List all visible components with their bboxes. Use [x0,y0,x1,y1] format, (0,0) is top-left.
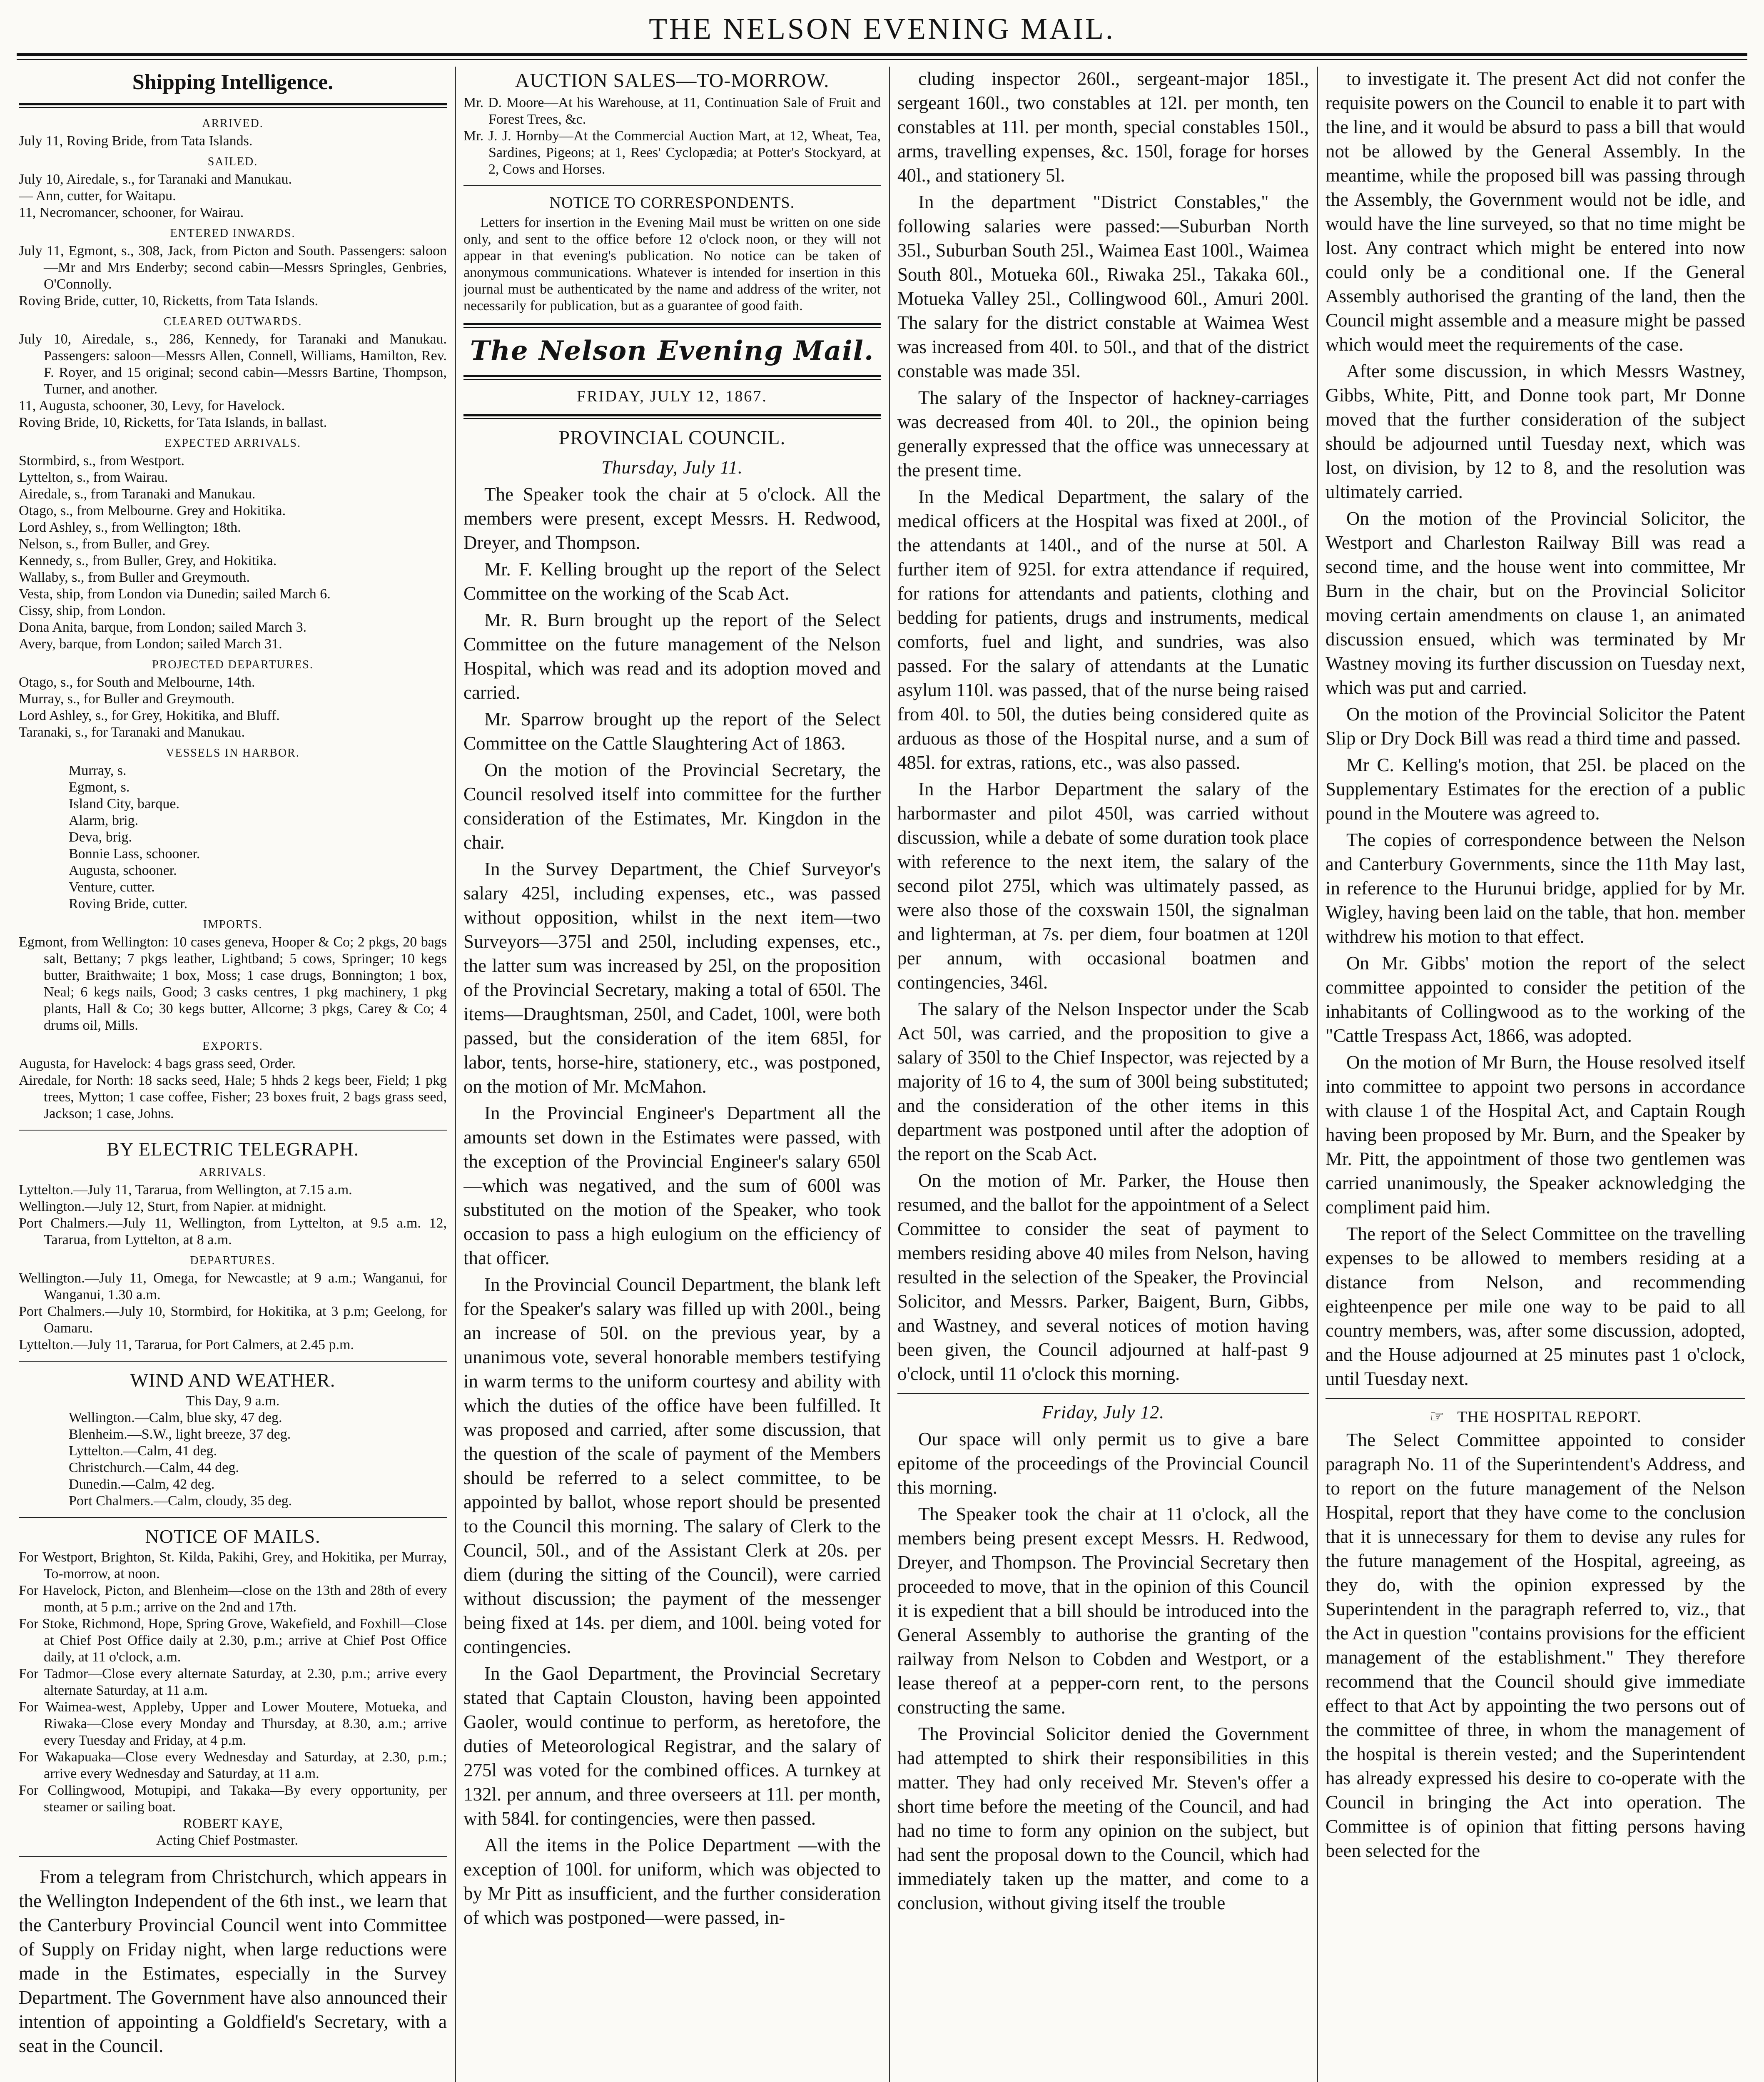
shipping-entry: Murray, s., for Buller and Greymouth. [19,691,235,707]
council-paragraphs-cont [897,67,1309,1386]
article-paragraph: The Speaker took the chair at 11 o'clock, all the members being present except Messrs. H. Redwood, Dreyer, and Thompson. The Provincial Secretary then proceeded to move, that in the opinion of this Council it is expedient that a bill should be introduced into the General Assembly to authorise the granting of the railway from Nelson to Cobden and Westport, or a lease thereof at a pepper-corn rent, to the persons constructing the same. [897,1504,1309,1718]
hospital-paragraphs [1325,1428,1745,1863]
harbour-label: VESSELS IN HARBOR. [166,747,300,760]
rule [463,414,881,416]
imports-label: IMPORTS. [203,918,263,931]
article-paragraph: On the motion of Mr. Parker, the House then resumed, and the ballot for the appointment of a Select Committee to consider the seat of payment to members residing above 40 miles from Nelson, having resulted in the selection of the Speaker, the Provincial Solicitor, and Messrs. Parker, Baigent, Burn, Gibbs, and Wastney, and several notices of motion having been given, the Council adjourned at half-past 9 o'clock, until 11 o'clock this morning. [897,1170,1309,1384]
tele-departures-list [19,1270,447,1353]
telegraph-entry: Wellington.—July 12, Sturt, from Napier. at midnight. [19,1199,326,1214]
article-paragraph: On the motion of the Provincial Secretary, the Council resolved itself into committee for the further consideration of the Estimates, Mr. Kingdon in the chair. [463,760,881,853]
shipping-entry: July 11, Egmont, s., 308, Jack, from Picton and South. Passengers: saloon—Mr and Mrs Enderby; second cabin—Messrs Springles, Genbries, O'Connolly. [19,243,447,292]
vessel-entry: Deva, brig. [69,829,132,845]
article-paragraph: In the department "District Constables," the following salaries were passed:—Suburban North 35l., Suburban South 25l., Waimea East 100l., Waimea South 80l., Motueka 60l., Riwaka 25l., Takaka 60l., Motueka Valley 25l., Collingwood 60l., Amuri 200l. The salary for the district constable at Waimea West was increased from 40l. to 50l., and that of the district constable was made 35l. [897,192,1309,381]
mail-entry: For Waimea-west, Appleby, Upper and Lower Moutere, Motueka, and Riwaka—Close every Monday and Thursday, at 8.30, a.m.; arrive every Tuesday and Friday, at 4 p.m. [19,1699,447,1748]
expected-label: EXPECTED ARRIVALS. [164,437,301,450]
shipping-entry: Augusta, for Havelock: 4 bags grass seed, Order. [19,1056,296,1071]
auction-entry: Mr. J. J. Hornby—At the Commercial Auction Mart, at 12, Wheat, Tea, Sardines, Pigeons; at 1, Rees' Cyclopædia; at Potter's Stockyard, at 2, Cows and Horses. [463,128,881,177]
christchurch-paragraph: From a telegram from Christchurch, which appears in the Wellington Independent of the 6th inst., we learn that the Canterbury Provincial Council went into Committee of Supply on Friday night, when large reductions were made in the Estimates, especially in the Survey Department. The Government have also announced their intention of appointing a Goldfield's Secretary, with a seat in the Council. [19,1866,447,2056]
article-paragraph: On the motion of Mr Burn, the House resolved itself into committee to appoint two persons in accordance with clause 1 of the Hospital Act, and Captain Rough having been proposed by Mr. Burn, and the Speaker by Mr. Pitt, the appointment of those two gentlemen was carried unanimously, the Speaker acknowledging the compliment paid him. [1325,1052,1745,1218]
projected-list [19,674,447,741]
rule [463,323,881,325]
shipping-entry: Lord Ashley, s., from Wellington; 18th. [19,520,241,535]
article-paragraph: The copies of correspondence between the Nelson and Canterbury Governments, since the 11th May last, in reference to the Hurunui bridge, applied for by Mr. Wigley, having been laid on the table, that hon. member withdrew his motion to that effect. [1325,829,1745,947]
article-paragraph: Our space will only permit us to give a bare epitome of the proceedings of the Provincial Council this morning. [897,1429,1309,1498]
rule [19,1130,447,1131]
article-paragraph: The Speaker took the chair at 5 o'clock. All the members were present, except Messrs. H. Redwood, Dreyer, and Thompson. [463,484,881,553]
mail-entry: For Havelock, Picton, and Blenheim—close on the 13th and 28th of every month, at 5 p.m.; arrive on the 2nd and 17th. [19,1583,447,1615]
shipping-entry: Airedale, for North: 18 sacks seed, Hale; 5 hhds 2 kegs beer, Field; 1 pkg trees, Mytton; 1 case coffee, Fisher; 23 boxes fruit, 2 bags grass seed, Jackson; 1 case, Johns. [19,1073,447,1121]
exports-label: EXPORTS. [202,1040,263,1053]
shipping-entry: 11, Augusta, schooner, 30, Levy, for Havelock. [19,398,285,413]
rule [19,1361,447,1362]
arrived-list [19,133,447,149]
weather-entry: Blenheim.—S.W., light breeze, 37 deg. [69,1427,291,1442]
vessel-entry: Bonnie Lass, schooner. [69,846,200,862]
expected-list [19,453,447,652]
rule [19,1517,447,1518]
telegraph-entry: Wellington.—July 11, Omega, for Newcastle; at 9 a.m.; Wanganui, for Wanganui, 1.30 a.m. [19,1270,447,1302]
vessel-entry: Venture, cutter. [69,879,155,895]
imports-text: Egmont, from Wellington: 10 cases geneva, Hooper & Co; 2 pkgs, 20 bags salt, Bettany; 7 pkgs leather, Lightband; 5 cows, Springer; 10 kegs butter, Braithwaite; 1 box, Moss; 1 case drugs, Bonnington; 1 box, Neal; 6 kegs nails, Good; 3 casks centres, 1 pkg machinery, 1 pkg plants, Hall & Co; 30 kegs butter, Allcorne; 3 pkgs, Carey & Co; 4 drums oil, Mills. [19,934,447,1033]
shipping-entry: July 10, Airedale, s., 286, Kennedy, for Taranaki and Manukau. Passengers: saloon—Messrs Allen, Connell, Williams, Hamilton, Rev. F. Royer, and 15 original; second cabin—Messrs Bartine, Thompson, Turner, and another. [19,331,447,397]
auction-heading: AUCTION SALES—TO-MORROW. [515,70,830,92]
cleared-list [19,331,447,431]
column-4 [1325,67,1745,2082]
article-paragraph: All the items in the Police Department —with the exception of 100l. for uniform, which was objected to by Mr Pitt as insufficient, and the further consideration of which was postponed—were passed, in- [463,1835,881,1928]
vessel-entry: Augusta, schooner. [69,863,177,878]
newspaper-title: THE NELSON EVENING MAIL. [649,12,1115,45]
article-paragraph: The salary of the Nelson Inspector under the Scab Act 50l, was carried, and the proposition to give a salary of 350l to the Chief Inspector, was rejected by a majority of 16 to 4, the sum of 300l being substituted; and the consideration of the other items in this department was postponed until after the adoption of the report on the Scab Act. [897,999,1309,1164]
column-3 [897,67,1309,2082]
telegraph-entry: Port Chalmers.—July 10, Stormbird, for Hokitika, at 3 p.m; Geelong, for Oamaru. [19,1304,447,1336]
telegraph-entry: Lyttelton.—July 11, Tararua, from Wellington, at 7.15 a.m. [19,1182,352,1198]
entered-label: ENTERED INWARDS. [170,227,296,240]
shipping-entry: Nelson, s., from Buller, and Grey. [19,536,210,552]
shipping-entry: Airedale, s., from Taranaki and Manukau. [19,486,256,502]
council-date: Thursday, July 11. [601,457,743,478]
article-paragraph: The Select Committee appointed to consider paragraph No. 11 of the Superintendent's Address, and to report on the future management of the Nelson Hospital, report that they have come to the conclusion that it is unnecessary for them to devise any rules for the future management of the Hospital, agreeing, as they do, with the opinion expressed by the Superintendent in the paragraph referred to, viz., that the Act in question "contains provisions for the efficient management of the establishment." They therefore recommend that the Council should give immediate effect to that Act by appointing the two persons out of the committee of three, in whom the management of the hospital is therein vested; and the Superintendent has already expressed his desire to co-operate with the Council in bringing the Act into operation. The Committee is of opinion that fitting persons having been selected for the [1325,1430,1745,1861]
shipping-entry: Roving Bride, cutter, 10, Ricketts, from Tata Islands. [19,293,318,309]
article-paragraph: Mr. F. Kelling brought up the report of the Select Committee on the working of the Scab Act. [463,559,881,604]
mails-section [19,1549,447,1849]
arrived-label: ARRIVED. [202,117,264,130]
tele-departures-label: DEPARTURES. [190,1254,276,1267]
notice-text: Letters for insertion in the Evening Mail must be written on one side only, and sent to the office before 12 o'clock noon, or they will not appear in that evening's publication. No notice can be taken of anonymous communications. Whatever is intended for insertion in this journal must be authenticated by the name and address of the writer, not necessarily for publication, but as a guarantee of good faith. [463,215,881,314]
weather-section [19,1393,447,1509]
vessel-entry: Egmont, s. [69,780,130,795]
telegraph-entry: Lyttelton.—July 11, Tararua, for Port Calmers, at 2.45 p.m. [19,1337,354,1352]
telegraph-heading: BY ELECTRIC TELEGRAPH. [107,1138,359,1160]
shipping-heading: Shipping Intelligence. [132,70,334,94]
shipping-entry: Dona Anita, barque, from London; sailed March 3. [19,620,307,635]
council-paragraphs [463,482,881,1930]
article-paragraph: Mr C. Kelling's motion, that 25l. be placed on the Supplementary Estimates for the erection of a public pound in the Moutere was agreed to. [1325,755,1745,824]
hospital-heading-text: THE HOSPITAL REPORT. [1457,1408,1642,1426]
mail-entry: For Westport, Brighton, St. Kilda, Pakihi, Grey, and Hokitika, per Murray, To-morrow, at noon. [19,1549,447,1581]
harbour-list [19,762,447,912]
shipping-entry: Lord Ashley, s., for Grey, Hokitika, and Bluff. [19,708,280,723]
exports-list [19,1056,447,1122]
friday-heading: Friday, July 12. [1041,1402,1165,1422]
article-paragraph: In the Gaol Department, the Provincial Secretary stated that Captain Clouston, having been appointed Gaoler, would continue to perform, as heretofore, the duties of Meteorological Registrar, and the salary of 275l was voted for the combined offices. A turnkey at 132l. per annum, and three overseers at 11l. per month, with 584l. for contingencies, were then passed. [463,1663,881,1829]
article-paragraph: In the Survey Department, the Chief Surveyor's salary 425l, including expenses, etc., was passed without opposition, whilst in the next item—two Surveyors—375l and 250l, including expenses, etc., the latter sum was increased by 25l, on the proposition of the Provincial Secretary, making a total of 650l. The items—Draughtsman, 250l, and Cadet, 100l, were both passed, but the consideration of the item 685l, for labor, tents, horse-hire, stationery, etc., was postponed, on the motion of Mr. McMahon. [463,859,881,1097]
shipping-entry: Lyttelton, s., from Wairau. [19,470,168,485]
vessel-entry: Murray, s. [69,763,127,778]
shipping-entry: July 10, Airedale, s., for Taranaki and Manukau. [19,172,292,187]
weather-entry: Lyttelton.—Calm, 41 deg. [69,1443,217,1459]
telegraph-entry: Port Chalmers.—July 11, Wellington, from Lyttelton, at 9.5 a.m. 12, Tararua, from Lyttelton, at 8 a.m. [19,1215,447,1248]
shipping-entry: Cissy, ship, from London. [19,603,166,618]
rule [463,418,881,419]
friday-paragraphs [897,1427,1309,1915]
masthead-rule-thin [17,59,1747,60]
article-paragraph: The Provincial Solicitor denied the Government had attempted to shirk their responsibilities in this matter. They had only received Mr. Steven's offer a short time before the meeting of the Council, and had had no time to form any opinion on the subject, but had sent the proposal down to the Council, which had immediately taken up the matter, and come to a conclusion, without giving itself the trouble [897,1723,1309,1913]
auction-list [463,95,881,178]
tele-arrivals-label: ARRIVALS. [199,1166,267,1179]
projected-label: PROJECTED DEPARTURES. [152,658,314,671]
weather-entry: Port Chalmers.—Calm, cloudy, 35 deg. [69,1493,292,1509]
shipping-entry: Roving Bride, 10, Ricketts, for Tata Islands, in ballast. [19,415,327,430]
rule [463,379,881,380]
mails-signature-title: Acting Chief Postmaster. [156,1833,298,1848]
weather-list [19,1410,447,1509]
article-paragraph: In the Provincial Engineer's Department all the amounts set down in the Estimates were passed, with the exception of the Provincial Engineer's salary 650l—which was negatived, and the sum of 600l was substituted on the motion of the Speaker, who took occasion to pass a high eulogium on the efficiency of that officer. [463,1103,881,1268]
shipping-entry: Wallaby, s., from Buller and Greymouth. [19,570,250,585]
column-1 [19,67,447,2082]
pointing-hand-icon: ☞ [1429,1407,1445,1426]
article-paragraph: cluding inspector 260l., sergeant-major 185l., sergeant 160l., two constables at 12l. per month, ten constables at 11l. per month, special constables 150l., arms, travelling expenses, &c. 150l, forage for horses 40l., and stationery 5l. [897,68,1309,186]
mails-signature-name: ROBERT KAYE, [183,1816,283,1831]
weather-entry: Dunedin.—Calm, 42 deg. [69,1477,215,1492]
article-paragraph: Mr. Sparrow brought up the report of the Select Committee on the Cattle Slaughtering Act of 1863. [463,709,881,754]
masthead [0,0,1764,62]
column-rule [1317,67,1318,2082]
sailed-list [19,171,447,221]
shipping-entry: 11, Necromancer, schooner, for Wairau. [19,205,244,220]
column-rule [889,67,890,2082]
shipping-entry: — Ann, cutter, for Waitapu. [19,188,176,204]
column-2 [463,67,881,2082]
shipping-entry: Otago, s., for South and Melbourne, 14th. [19,675,255,690]
mail-entry: For Tadmor—Close every alternate Saturday, at 2.30, p.m.; arrive every alternate Saturday, at 11 a.m. [19,1666,447,1698]
article-paragraph: On the motion of the Provincial Solicitor, the Westport and Charleston Railway Bill was read a second time, and the house went into committee, Mr Burn in the chair, but on the Provincial Solicitor moving certain amendments on clause 1, an animated discussion ensued, which was terminated by Mr Wastney moving its further discussion on Tuesday next, which was put and carried. [1325,508,1745,698]
council-paragraphs-end [1325,67,1745,1391]
council-heading: PROVINCIAL COUNCIL. [558,427,786,449]
mail-entry: For Stoke, Richmond, Hope, Spring Grove, Wakefield, and Foxhill—Close at Chief Post Office daily at 2.30, p.m.; arrive at Chief Post Office daily, at 11 o'clock, a.m. [19,1616,447,1665]
mails-heading: NOTICE OF MAILS. [145,1526,321,1547]
rule [1325,1398,1745,1399]
rule [463,375,881,377]
rule [897,1393,1309,1394]
hospital-heading [1325,1407,1745,1426]
shipping-entry: July 11, Roving Bride, from Tata Islands. [19,133,253,149]
mails-list [19,1549,447,1816]
entered-list [19,243,447,309]
article-paragraph: In the Medical Department, the salary of the medical officers at the Hospital was fixed at 200l., of the attendants at 140l., and of the nurse at 50l. A further item of 925l. for extra attendance if required, for rations for attendants and patients, clothing and bedding for patients, drugs and instruments, medical comforts, fuel and light, and sundries, was also passed. For the salary of attendants at the Lunatic asylum 110l. was passed, that of the nurse being raised from 40l. to 50l, the duties being considered quite as arduous as those of the Hospital nurse, and a sum of 485l. for extras, rations, etc., was also passed. [897,486,1309,773]
vessel-entry: Roving Bride, cutter. [69,896,188,911]
shipping-intelligence [19,115,447,1122]
tele-arrivals-list [19,1182,447,1248]
column-rule [455,67,456,2082]
weather-entry: Wellington.—Calm, blue sky, 47 deg. [69,1410,282,1425]
weather-subheading: This Day, 9 a.m. [186,1393,280,1409]
cleared-label: CLEARED OUTWARDS. [163,315,302,328]
article-paragraph: In the Harbor Department the salary of the harbormaster and pilot 450l, was carried without discussion, while a debate of some duration took place with reference to the next item, the salary of the second pilot 275l, which was ultimately passed, as were also those of the coxswain 150l, the signalman and lighterman, at 7s. per diem, four boatmen at 120l per annum, with occasional boatmen and contingencies, 346l. [897,779,1309,993]
rule [19,1856,447,1857]
sailed-label: SAILED. [207,155,258,168]
dateline: FRIDAY, JULY 12, 1867. [577,388,767,405]
shipping-entry: Avery, barque, from London; sailed March 31. [19,636,282,652]
masthead-rule [17,53,1747,56]
vessel-entry: Island City, barque. [69,796,179,812]
mail-entry: For Wakapuaka—Close every Wednesday and Saturday, at 2.30, p.m.; arrive every Wednesday and Saturday, at 11 a.m. [19,1749,447,1781]
mail-entry: For Collingwood, Motupipi, and Takaka—By every opportunity, per steamer or sailing boat. [19,1783,447,1815]
vessel-entry: Alarm, brig. [69,813,139,828]
auction-entry: Mr. D. Moore—At his Warehouse, at 11, Continuation Sale of Fruit and Forest Trees, &c. [463,95,881,127]
article-paragraph: After some discussion, in which Messrs Wastney, Gibbs, White, Pitt, and Donne took part, Mr Donne moved that the further consideration of the subject should be adjourned until Tuesday next, which was lost, on division, by 12 to 8, and the resolution was ultimately carried. [1325,361,1745,502]
newspaper-flag: The Nelson Evening Mail. [470,335,875,366]
rule [463,185,881,186]
article-paragraph: The salary of the Inspector of hackney-carriages was decreased from 40l. to 20l., the opinion being generally expressed that the office was unnecessary at the present time. [897,387,1309,481]
article-paragraph: On Mr. Gibbs' motion the report of the select committee appointed to consider the petition of the inhabitants of Collingwood as to the working of the "Cattle Trespass Act, 1866, was adopted. [1325,953,1745,1046]
article-paragraph: In the Provincial Council Department, the blank left for the Speaker's salary was filled up with 200l., being an increase of 50l. on the previous year, by a unanimous vote, several honorable members testifying in warm terms to the uniform courtesy and ability with which the duties of the office have been fulfilled. It was proposed and carried, after some discussion, that the question of the scale of payment of the Members should be referred to a select committee, to be appointed by ballot, whose report should be presented to the Council this morning. The salary of Clerk to the Council, 50l., and of the Assistant Clerk at 20s. per diem (during the sitting of the Council), were carried without discussion; the payment of the messenger being fixed at 14s. per diem, and 100l. being voted for contingencies. [463,1274,881,1657]
weather-entry: Christchurch.—Calm, 44 deg. [69,1460,239,1475]
article-paragraph: to investigate it. The present Act did not confer the requisite powers on the Council to enable it to part with the line, and it would be absurd to pass a bill that would not be allowed by the General Assembly. In the meantime, while the proposed bill was passing through the Assembly, the Government would not be idle, and would have the line surveyed, so that no time might be lost. Any contract which might be entered into now could only be a conditional one. If the General Assembly authorised the granting of the land, then the Council might assemble and a measure might be passed which would meet the requirements of the case. [1325,68,1745,355]
shipping-entry: Stormbird, s., from Westport. [19,453,185,468]
rule [19,107,447,108]
rule [463,327,881,328]
telegraph-section [19,1164,447,1353]
weather-heading: WIND AND WEATHER. [130,1370,336,1391]
shipping-entry: Vesta, ship, from London via Dunedin; sailed March 6. [19,586,331,602]
shipping-entry: Otago, s., from Melbourne. Grey and Hokitika. [19,503,286,518]
shipping-entry: Taranaki, s., for Taranaki and Manukau. [19,725,245,740]
notice-heading: NOTICE TO CORRESPONDENTS. [549,194,795,212]
article-paragraph: Mr. R. Burn brought up the report of the Select Committee on the future management of the Nelson Hospital, which was read and its adoption moved and carried. [463,610,881,703]
shipping-entry: Kennedy, s., from Buller, Grey, and Hokitika. [19,553,277,568]
rule [19,103,447,105]
article-paragraph: On the motion of the Provincial Solicitor the Patent Slip or Dry Dock Bill was read a third time and passed. [1325,704,1745,749]
article-paragraph: The report of the Select Committee on the travelling expenses to be allowed to members residing at a distance from Nelson, and recommending eighteenpence per mile one way to be paid to all country members, was, after some discussion, adopted, and the House adjourned at 25 minutes past 1 o'clock, until Tuesday next. [1325,1223,1745,1389]
